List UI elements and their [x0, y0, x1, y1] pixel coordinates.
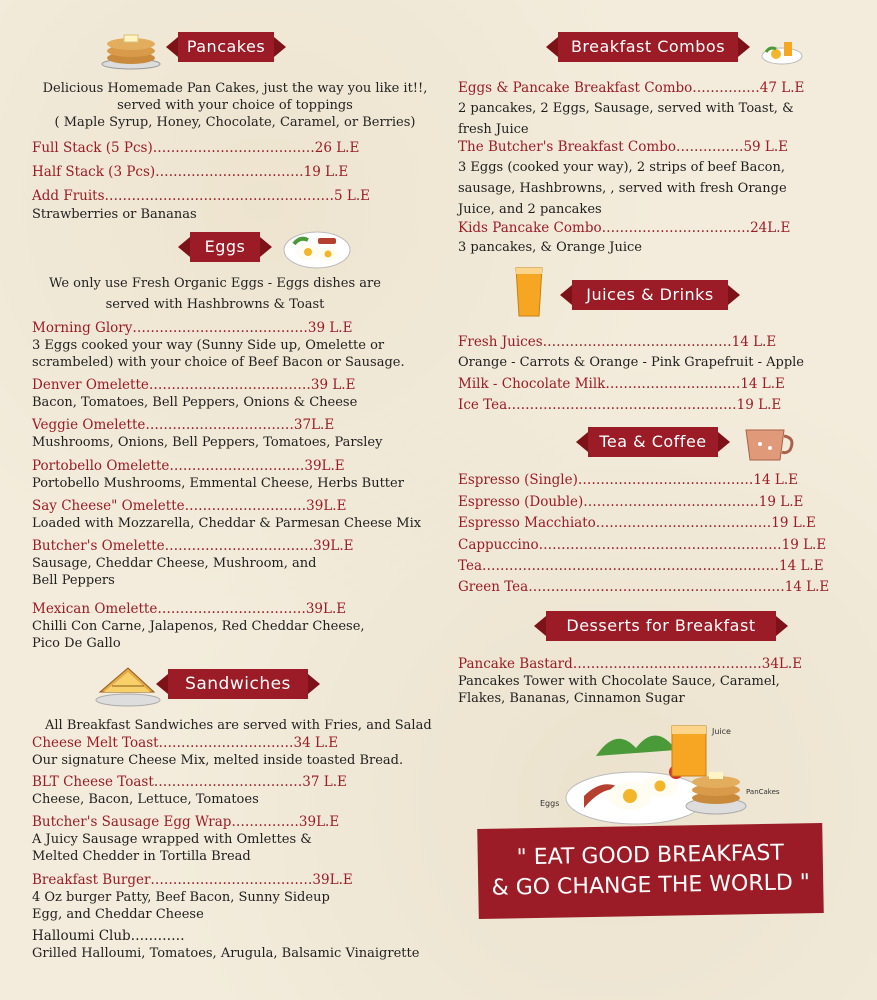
menu-item-desc: Portobello Mushrooms, Emmental Cheese, Herbs Butter: [32, 476, 404, 491]
coffee-cup-icon: [742, 424, 800, 466]
juices-heading: Juices & Drinks: [572, 280, 728, 310]
menu-item-desc: Chilli Con Carne, Jalapenos, Red Cheddar Cheese, Pico De Gallo: [32, 619, 365, 651]
menu-item-veggie-omelette: Veggie Omelette……………………………37L.E: [32, 417, 335, 433]
menu-item-desc: Orange - Carrots & Orange - Pink Grapefruit - Apple: [458, 355, 804, 370]
menu-item-breakfast-burger: Breakfast Burger………………………………39L.E: [32, 872, 353, 888]
menu-item-butchers-sausage-egg-wrap: Butcher's Sausage Egg Wrap……………39L.E: [32, 814, 340, 830]
eggs-label: Eggs: [540, 799, 560, 808]
tagline-line-2: & GO CHANGE THE WORLD ": [491, 870, 811, 901]
menu-item-mexican-omelette: Mexican Omelette……………………………39L.E: [32, 601, 347, 617]
pancakes-intro: Delicious Homemade Pan Cakes, just the way you like it!!, served with your choice of toppings ( Maple Syrup, Honey, Chocolate, Caramel, or Berries): [42, 81, 428, 130]
menu-item-halloumi-club: Halloumi Club…………: [32, 928, 185, 944]
menu-item-desc: 3 Eggs cooked your way (Sunny Side up, Omelette or scrambeled) with your choice of Beef Bacon or Sausage.: [32, 338, 405, 370]
menu-item-butchers-omelette: Butcher's Omelette……………………………39L.E: [32, 538, 354, 554]
menu-item-morning-glory: Morning Glory…………………………………39 L.E: [32, 320, 353, 336]
eggs-heading: Eggs: [190, 232, 260, 262]
menu-item-add-fruits: Add Fruits……………………………………………5 L.E: [32, 188, 371, 204]
menu-item-desc: A Juicy Sausage wrapped with Omlettes & Melted Chedder in Tortilla Bread: [32, 832, 312, 864]
juice-glass-icon: [512, 264, 546, 320]
menu-item-fresh-juices: Fresh Juices……………………………………14 L.E: [458, 334, 777, 350]
menu-item-full-stack: Full Stack (5 Pcs)………………………………26 L.E: [32, 140, 360, 156]
menu-item-eggs-pancake-combo: Eggs & Pancake Breakfast Combo……………47 L.E: [458, 80, 805, 96]
menu-item-portobello-omelette: Portobello Omelette…………………………39L.E: [32, 458, 345, 474]
tea-coffee-heading: Tea & Coffee: [588, 427, 718, 457]
sandwich-icon: [92, 662, 162, 708]
eggs-intro: We only use Fresh Organic Eggs - Eggs dishes are served with Hashbrowns & Toast: [49, 276, 381, 312]
tagline-banner: [477, 823, 824, 919]
menu-item-desc: 4 Oz burger Patty, Beef Bacon, Sunny Sideup Egg, and Cheddar Cheese: [32, 890, 330, 922]
menu-item-desc: 2 pancakes, 2 Eggs, Sausage, served with Toast, & fresh Juice: [458, 101, 794, 137]
menu-item-milk: Milk - Chocolate Milk…………………………14 L.E: [458, 376, 785, 392]
juice-label: Juice: [712, 727, 731, 736]
menu-item-ice-tea: Ice Tea……………………………………………19 L.E: [458, 397, 782, 413]
menu-item-kids-pancake-combo: Kids Pancake Combo……………………………24L.E: [458, 220, 791, 236]
menu-item-espresso-double: Espresso (Double)…………………………………19 L.E: [458, 494, 804, 510]
menu-item-desc: Mushrooms, Onions, Bell Peppers, Tomatoes, Parsley: [32, 435, 383, 450]
sandwiches-intro: All Breakfast Sandwiches are served with Fries, and Salad: [45, 718, 432, 733]
combo-plate-icon: [760, 34, 804, 66]
menu-item-butchers-breakfast-combo: The Butcher's Breakfast Combo……………59 L.E: [458, 139, 789, 155]
pancakes-heading: Pancakes: [178, 32, 274, 62]
menu-item-desc: Cheese, Bacon, Lettuce, Tomatoes: [32, 792, 259, 807]
menu-item-half-stack: Half Stack (3 Pcs)……………………………19 L.E: [32, 164, 349, 180]
menu-item-espresso-single: Espresso (Single)…………………………………14 L.E: [458, 472, 798, 488]
menu-item-desc: Sausage, Cheddar Cheese, Mushroom, and Bell Peppers: [32, 556, 317, 588]
tagline-line-1: " EAT GOOD BREAKFAST: [516, 840, 785, 871]
menu-item-desc: Pancakes Tower with Chocolate Sauce, Caramel, Flakes, Bananas, Cinnamon Sugar: [458, 674, 780, 706]
pancake-stack-icon: [100, 28, 162, 70]
sandwiches-heading: Sandwiches: [168, 669, 308, 699]
menu-item-green-tea: Green Tea…………………………………………………14 L.E: [458, 579, 830, 595]
menu-item-say-cheese-omelette: Say Cheese" Omelette………………………39L.E: [32, 498, 347, 514]
combos-heading: Breakfast Combos: [558, 32, 738, 62]
menu-item-desc: Loaded with Mozzarella, Cheddar & Parmesan Cheese Mix: [32, 516, 422, 531]
menu-item-cheese-melt-toast: Cheese Melt Toast…………………………34 L.E: [32, 735, 339, 751]
menu-item-pancake-bastard: Pancake Bastard……………………………………34L.E: [458, 656, 803, 672]
menu-item-cappuccino: Cappuccino………………………………………………19 L.E: [458, 537, 827, 553]
menu-item-denver-omelette: Denver Omelette………………………………39 L.E: [32, 377, 356, 393]
menu-item-desc: Our signature Cheese Mix, melted inside toasted Bread.: [32, 753, 404, 768]
desserts-heading: Desserts for Breakfast: [546, 611, 776, 641]
menu-item-desc: Bacon, Tomatoes, Bell Peppers, Onions & Cheese: [32, 395, 358, 410]
menu-item-desc: Strawberries or Bananas: [32, 207, 197, 222]
menu-item-tea: Tea…………………………………………………………14 L.E: [458, 558, 824, 574]
menu-item-desc: 3 Eggs (cooked your way), 2 strips of beef Bacon, sausage, Hashbrowns, , served with fresh Orange Juice, and 2 pancakes: [458, 160, 787, 217]
pancakes-label: PanCakes: [746, 788, 780, 796]
breakfast-plate-illustration: [536, 716, 796, 828]
menu-item-desc: 3 pancakes, & Orange Juice: [458, 240, 642, 255]
menu-item-blt-cheese-toast: BLT Cheese Toast……………………………37 L.E: [32, 774, 347, 790]
menu-item-desc: Grilled Halloumi, Tomatoes, Arugula, Balsamic Vinaigrette: [32, 946, 420, 961]
menu-item-espresso-macchiato: Espresso Macchiato…………………………………19 L.E: [458, 515, 816, 531]
egg-plate-icon: [282, 226, 352, 270]
